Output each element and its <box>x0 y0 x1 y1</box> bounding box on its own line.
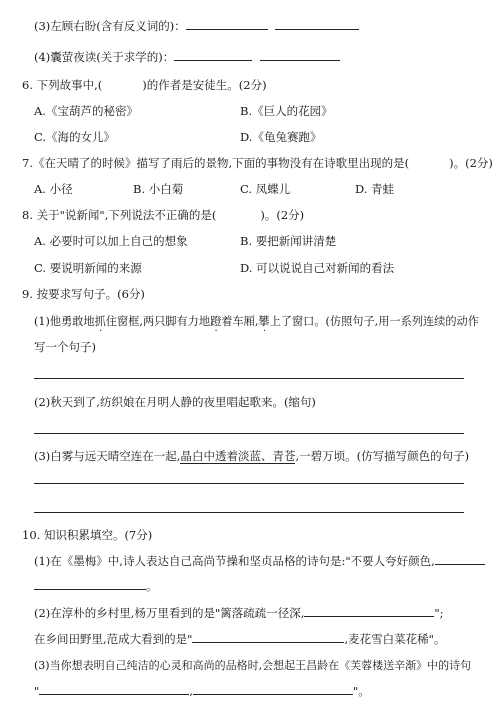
answer-blank[interactable] <box>275 18 359 30</box>
answer-line[interactable] <box>34 433 464 434</box>
q10-part-1: (1)在《墨梅》中,诗人表达自己高尚节操和坚贞品格的诗句是:"不要人夸好颜色, <box>34 553 485 569</box>
q10-stem: 10. 知识积累填空。(7分) <box>22 528 153 542</box>
q9-sentence-2: (2)秋天到了,纺织娘在月明人静的夜里唱起歌来。(缩句) <box>34 395 316 409</box>
answer-blank[interactable] <box>192 631 344 643</box>
q10-part-1-cont: 。 <box>34 578 158 594</box>
q8-option-a: A. 必要时可以加上自己的想象 <box>34 234 188 248</box>
q9-sentence-3: (3)白雾与远天晴空连在一起,晶白中透着淡蓝、青苍,一碧万顷。(仿写描写颜色的句子) <box>34 449 470 463</box>
q7-option-b: B. 小白菊 <box>133 182 184 196</box>
q7-stem: 7.《在天晴了的时候》描写了雨后的景物,下面的事物没有在诗歌里出现的是( )。(2分) <box>22 156 493 170</box>
q9-stem: 9. 按要求写句子。(6分) <box>22 287 145 301</box>
q8-option-c: C. 要说明新闻的来源 <box>34 261 142 275</box>
q10-part-2-cont: 在乡间田野里,范成大看到的是" ,麦花雪白菜花稀"。 <box>34 632 446 646</box>
q10-part-2: (2)在淳朴的乡村里,杨万里看到的是"篱落疏疏一径深, "; <box>34 606 444 620</box>
q7-option-d: D. 青蛙 <box>355 182 395 196</box>
q8-option-b: B. 要把新闻讲清楚 <box>240 234 337 248</box>
answer-blank[interactable] <box>34 578 146 590</box>
q7-option-c: C. 凤蝶儿 <box>240 182 291 196</box>
q9-sentence-1: (1)他勇敢地抓住窗框,两只脚有力地蹬着车厢,攀上了窗口。(仿照句子,用一系列连续的动作 <box>34 315 479 328</box>
q10-part-3-cont: " , "。 <box>34 684 370 698</box>
q10-part-3: (3)当你想表明自己纯洁的心灵和高尚的品格时,会想起王昌龄在《芙蓉楼送辛渐》中的诗句 <box>34 659 472 672</box>
answer-blank[interactable] <box>39 683 189 695</box>
q5-item-4: (4)囊萤夜读(关于求学的)： <box>34 49 340 65</box>
answer-blank[interactable] <box>435 553 485 565</box>
answer-blank[interactable] <box>260 49 340 61</box>
answer-blank[interactable] <box>186 18 268 30</box>
answer-blank[interactable] <box>174 49 252 61</box>
q6-option-c: C.《海的女儿》 <box>34 130 116 144</box>
q5-item-3: (3)左顾右盼(含有反义词的)： <box>34 18 359 34</box>
q6-option-d: D.《龟兔赛跑》 <box>240 130 322 144</box>
answer-line[interactable] <box>34 512 464 513</box>
answer-line[interactable] <box>34 378 464 379</box>
q8-option-d: D. 可以说说自己对新闻的看法 <box>240 261 395 275</box>
answer-line[interactable] <box>34 483 464 484</box>
answer-blank[interactable] <box>304 605 434 617</box>
q6-option-a: A.《宝葫芦的秘密》 <box>34 104 138 118</box>
q6-stem: 6. 下列故事中,( )的作者是安徒生。(2分) <box>22 78 267 92</box>
q7-option-a: A. 小径 <box>34 182 73 196</box>
answer-blank[interactable] <box>193 683 353 695</box>
q8-stem: 8. 关于"说新闻",下列说法不正确的是( )。(2分) <box>22 208 305 222</box>
q9-sentence-1-cont: 写一个句子) <box>34 340 96 354</box>
q6-option-b: B.《巨人的花园》 <box>240 104 333 118</box>
